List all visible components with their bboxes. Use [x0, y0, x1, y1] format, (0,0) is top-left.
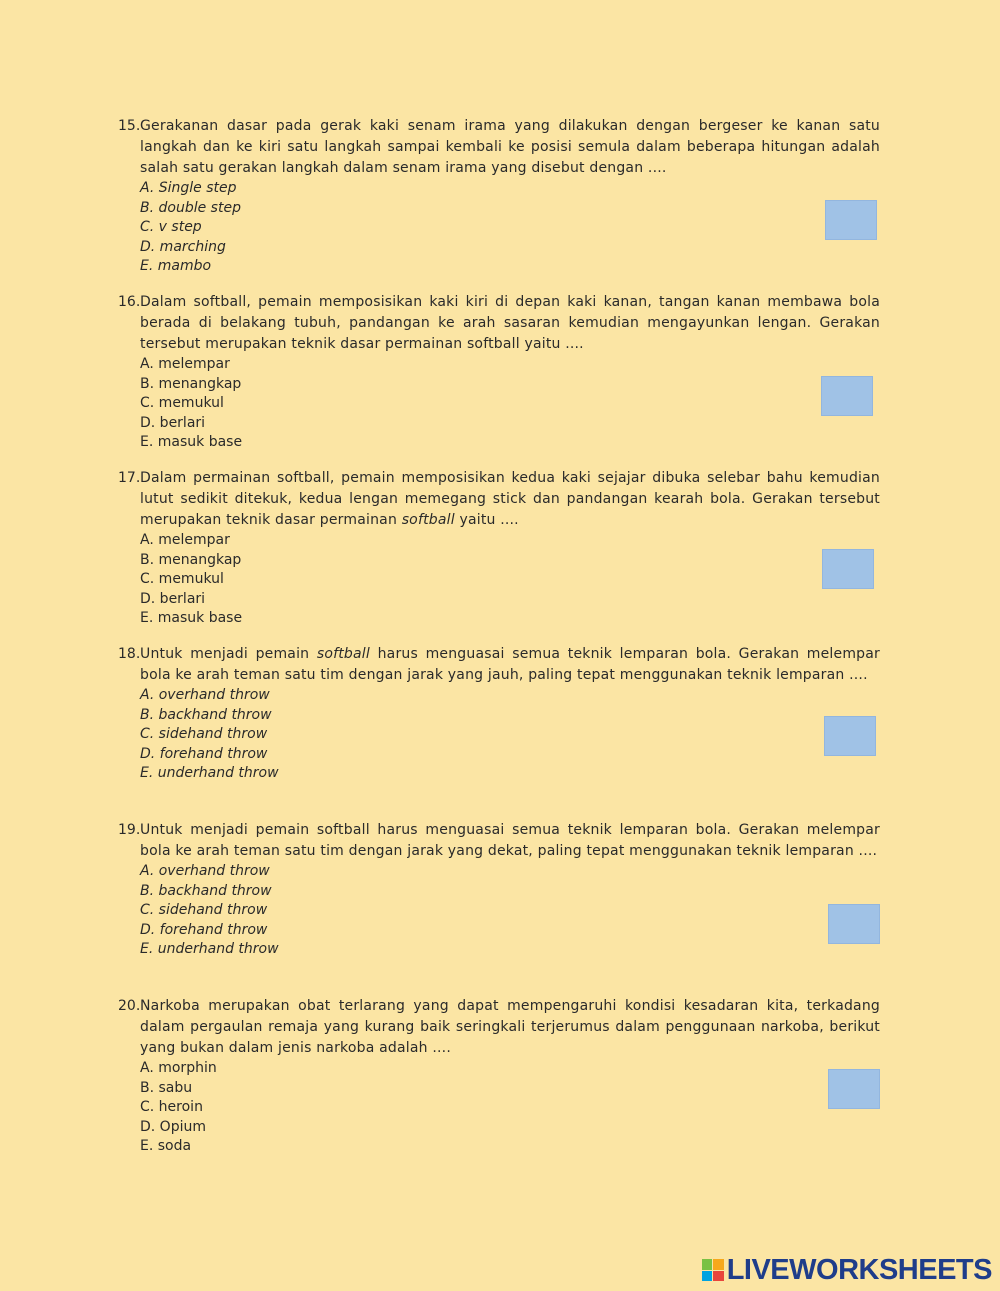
option-a: A. Single step	[140, 180, 237, 196]
option-b: B. menangkap	[140, 375, 242, 392]
option-a: A. overhand throw	[140, 687, 270, 703]
answer-input-20[interactable]	[828, 1069, 880, 1109]
option-list	[118, 686, 880, 784]
option-c: C. memukul	[140, 395, 224, 411]
option-a: A. melempar	[140, 532, 230, 548]
option-e: E. masuk base	[140, 434, 243, 450]
liveworksheets-logo-icon	[702, 1259, 724, 1281]
option-d: D. forehand throw	[140, 921, 268, 938]
question-text: Narkoba merupakan obat terlarang yang dapat mempengaruhi kondisi kesadaran kita, terkadang dalam pergaulan remaja yang kurang baik seringkali terjerumus dalam penggunaan narkoba, berikut yang bukan dalam jenis narkoba adalah ....	[140, 998, 880, 1056]
option-list	[118, 862, 880, 960]
option-b: B. double step	[140, 199, 241, 216]
option-list	[118, 531, 880, 629]
question-number: 19.	[118, 822, 141, 838]
question-number: 20.	[118, 998, 141, 1014]
option-c: C. heroin	[140, 1099, 203, 1115]
option-b: B. sabu	[140, 1079, 193, 1096]
option-c: C. v step	[140, 219, 202, 235]
option-c: C. sidehand throw	[140, 902, 268, 918]
option-e: E. underhand throw	[140, 941, 279, 957]
option-d: D. marching	[140, 238, 226, 255]
question-number: 16.	[118, 294, 141, 310]
question-20	[118, 996, 880, 1157]
option-d: D. berlari	[140, 414, 206, 431]
option-d: D. forehand throw	[140, 745, 268, 762]
option-e: E. masuk base	[140, 610, 243, 626]
question-text: Dalam permainan softball, pemain memposisikan kedua kaki sejajar dibuka selebar bahu kemudian lutut sedikit ditekuk, kedua lengan memegang stick dan pandangan kearah bola. Gerakan tersebut merupakan teknik dasar permainan softball yaitu ....	[140, 470, 880, 528]
option-e: E. mambo	[140, 258, 212, 274]
answer-input-18[interactable]	[824, 716, 876, 756]
question-number: 17.	[118, 470, 141, 486]
question-18	[118, 644, 880, 784]
question-text: Gerakanan dasar pada gerak kaki senam irama yang dilakukan dengan bergeser ke kanan satu langkah dan ke kiri satu langkah sampai kembali ke posisi semula dalam beberapa hitungan adalah salah satu gerakan langkah dalam senam irama yang disebut dengan ....	[140, 118, 880, 176]
option-b: B. backhand throw	[140, 882, 272, 899]
option-c: C. memukul	[140, 571, 224, 587]
question-text: Untuk menjadi pemain softball harus menguasai semua teknik lemparan bola. Gerakan melempar bola ke arah teman satu tim dengan jarak yang dekat, paling tepat menggunakan teknik lemparan ....	[140, 822, 880, 859]
liveworksheets-brand[interactable]	[702, 1254, 992, 1286]
question-text: Dalam softball, pemain memposisikan kaki kiri di depan kaki kanan, tangan kanan membawa bola berada di belakang tubuh, pandangan ke arah sasaran kemudian mengayunkan lengan. Gerakan tersebut merupakan teknik dasar permainan softball yaitu ....	[140, 294, 880, 352]
option-list	[118, 355, 880, 453]
option-list	[118, 179, 880, 277]
option-e: E. soda	[140, 1138, 192, 1154]
question-text: Untuk menjadi pemain softball harus menguasai semua teknik lemparan bola. Gerakan melempar bola ke arah teman satu tim dengan jarak yang jauh, paling tepat menggunakan teknik lemparan ....	[140, 646, 880, 683]
option-list	[118, 1059, 880, 1157]
question-number: 18.	[118, 646, 141, 662]
option-a: A. morphin	[140, 1060, 217, 1076]
question-15	[118, 116, 880, 277]
option-d: D. berlari	[140, 590, 206, 607]
option-b: B. menangkap	[140, 551, 242, 568]
option-a: A. overhand throw	[140, 863, 270, 879]
answer-input-16[interactable]	[821, 376, 873, 416]
question-19	[118, 820, 880, 960]
question-17	[118, 468, 880, 629]
question-16	[118, 292, 880, 453]
brand-name: LIVEWORKSHEETS	[726, 1253, 992, 1286]
answer-input-17[interactable]	[822, 549, 874, 589]
answer-input-19[interactable]	[828, 904, 880, 944]
question-number: 15.	[118, 118, 141, 134]
option-c: C. sidehand throw	[140, 726, 268, 742]
option-a: A. melempar	[140, 356, 230, 372]
option-d: D. Opium	[140, 1118, 206, 1135]
option-e: E. underhand throw	[140, 765, 279, 781]
answer-input-15[interactable]	[825, 200, 877, 240]
option-b: B. backhand throw	[140, 706, 272, 723]
